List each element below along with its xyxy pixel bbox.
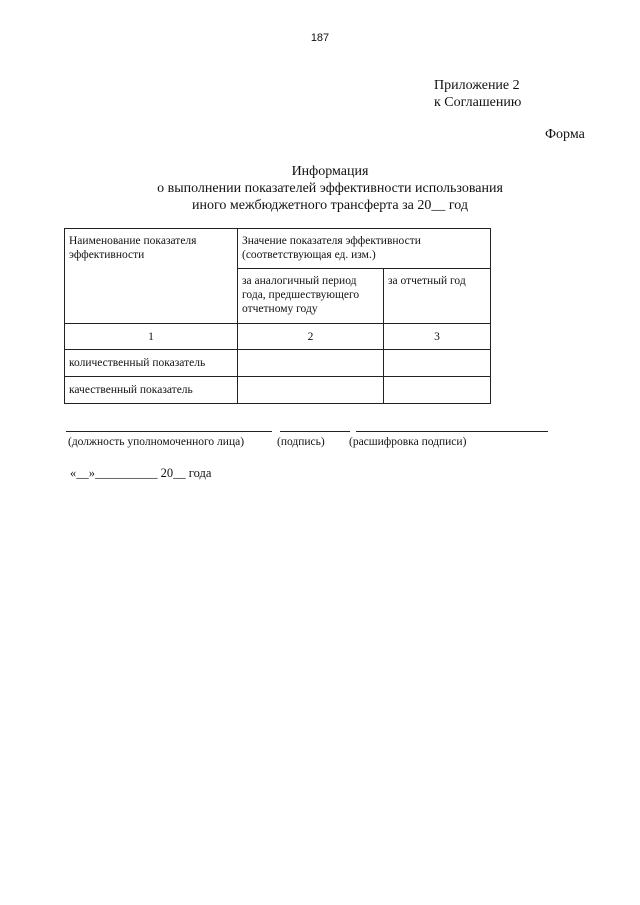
table-row xyxy=(65,377,491,404)
row-value-previous xyxy=(238,377,384,404)
sign-caption: (подпись) xyxy=(277,436,325,448)
column-numbers-row xyxy=(65,324,491,350)
form-label: Форма xyxy=(545,127,585,142)
header-indicator-name: Наименование показателя эффективности xyxy=(65,229,238,324)
date-line: «__»__________ 20__ года xyxy=(70,466,212,480)
row-value-previous xyxy=(238,350,384,377)
row-value-current xyxy=(384,350,491,377)
table-header-row xyxy=(65,229,491,269)
row-label: количественный показатель xyxy=(65,350,238,377)
column-number-2: 2 xyxy=(238,324,384,350)
decode-caption: (расшифровка подписи) xyxy=(349,436,467,448)
position-caption: (должность уполномоченного лица) xyxy=(68,436,245,448)
title-line-1: Информация xyxy=(291,164,369,179)
column-number-3: 3 xyxy=(384,324,491,350)
title-line-3: иного межбюджетного трансферта за 20__ год xyxy=(192,198,468,213)
position-signature-line xyxy=(66,431,272,432)
subheader-previous-period: за аналогичный период года, предшествующего отчетному году xyxy=(238,269,384,324)
indicators-table xyxy=(64,228,491,404)
decode-signature-line xyxy=(356,431,548,432)
appendix-line-2: к Соглашению xyxy=(434,95,522,110)
row-value-current xyxy=(384,377,491,404)
sign-signature-line xyxy=(280,431,350,432)
document-title xyxy=(100,163,560,214)
page-number: 187 xyxy=(310,32,330,44)
subheader-current-period: за отчетный год xyxy=(384,269,491,324)
appendix-line-1: Приложение 2 xyxy=(434,78,520,93)
appendix-note xyxy=(434,77,521,111)
row-label: качественный показатель xyxy=(65,377,238,404)
header-indicator-value: Значение показателя эффективности (соответствующая ед. изм.) xyxy=(238,229,491,269)
table-row xyxy=(65,350,491,377)
column-number-1: 1 xyxy=(65,324,238,350)
title-line-2: о выполнении показателей эффективности использования xyxy=(157,181,503,196)
